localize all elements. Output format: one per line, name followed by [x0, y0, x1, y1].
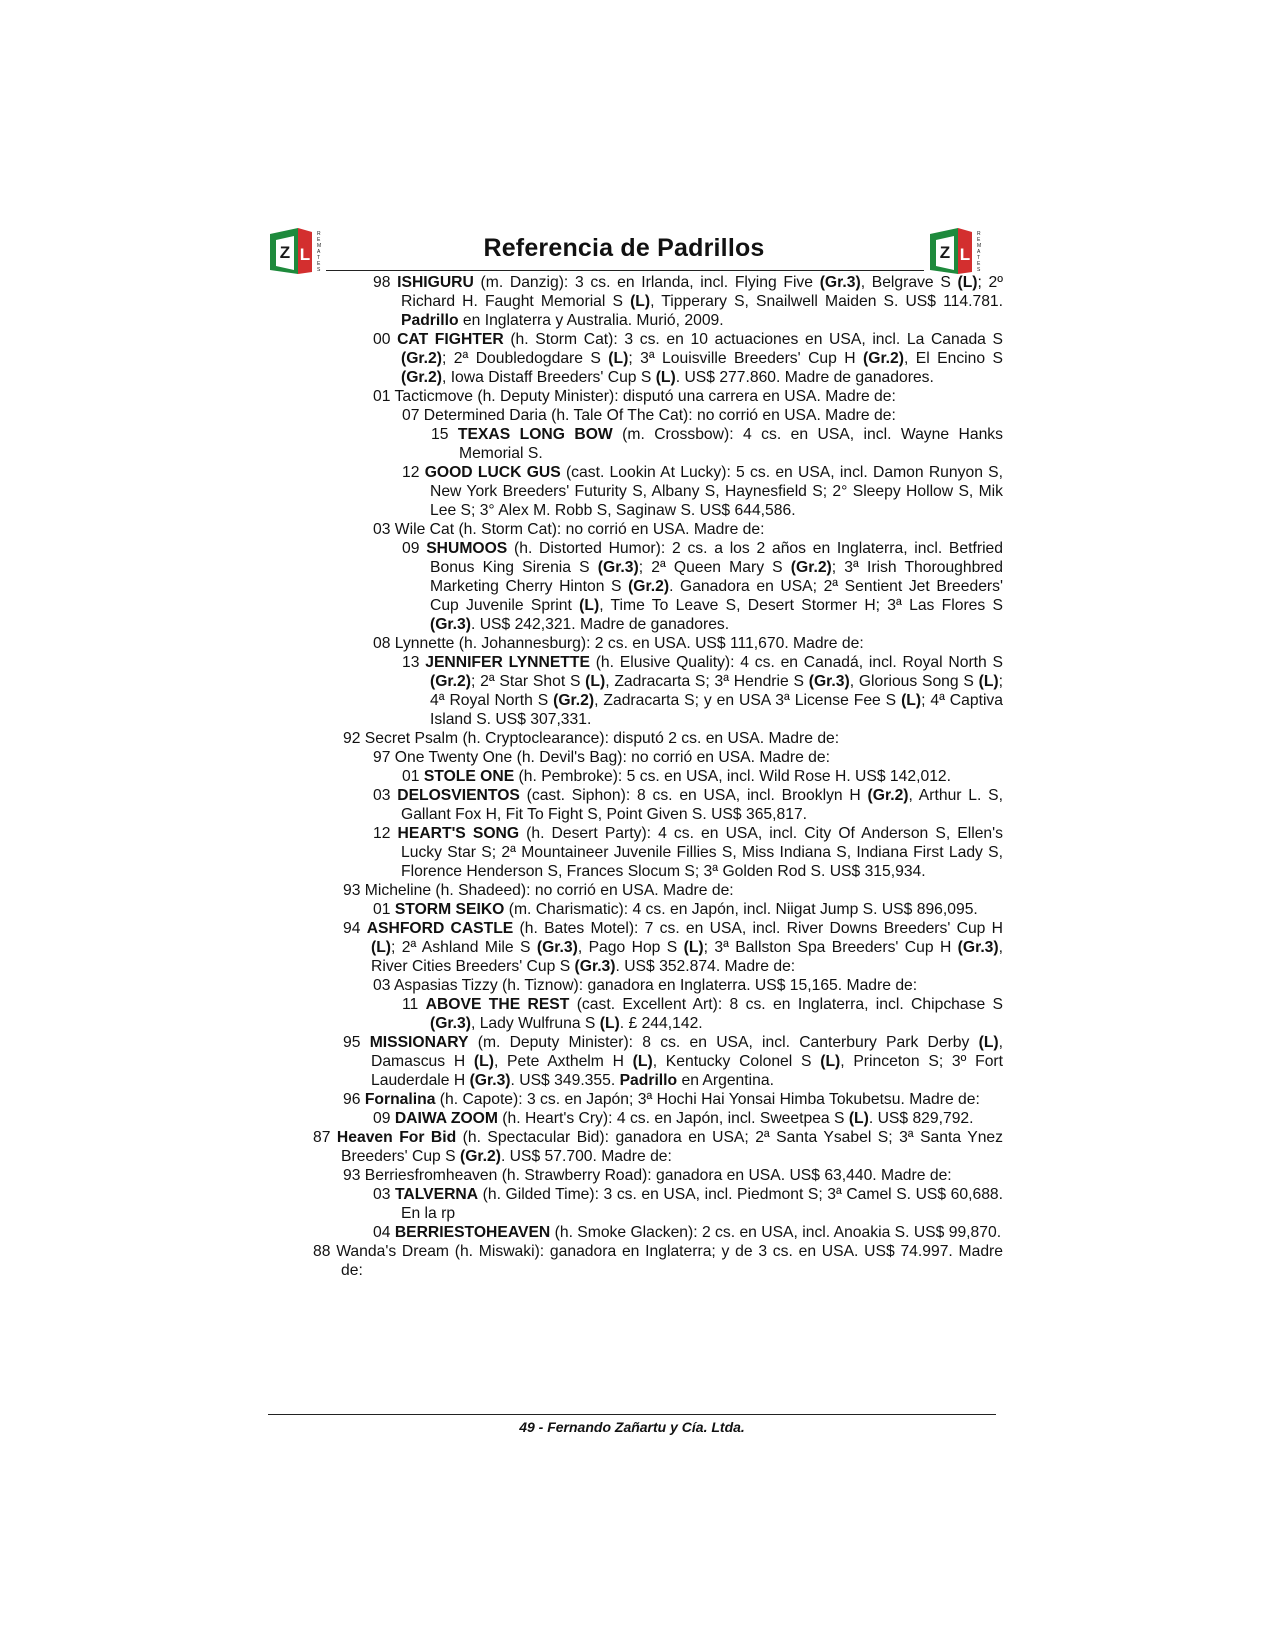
pedigree-entry — [313, 729, 1003, 748]
bold-text: STORM SEIKO — [394, 901, 505, 918]
pedigree-entry — [313, 1033, 1003, 1090]
svg-text:M: M — [977, 243, 982, 249]
entry-text: ; 2º Richard H. Faught Memorial S — [401, 274, 1004, 310]
bold-text: (L) — [632, 1053, 653, 1070]
svg-text:E: E — [977, 261, 981, 267]
pedigree-entry — [313, 387, 1003, 406]
entry-text: 09 — [373, 1110, 395, 1127]
entry-text: (h. Distorted Humor): 2 cs. a los 2 años en Inglaterra, incl. Betfried Bonus King Sirenia S — [430, 540, 1003, 576]
pedigree-entry — [313, 824, 1003, 881]
bold-text: (Gr.2) — [401, 369, 442, 386]
entry-text: , Zadracarta S; 3ª Hendrie S — [605, 673, 809, 690]
entry-text: 07 Determined Daria (h. Tale Of The Cat): no corrió en USA. Madre de: — [402, 407, 896, 424]
svg-text:T: T — [317, 255, 321, 261]
entry-text: 03 Wile Cat (h. Storm Cat): no corrió en USA. Madre de: — [373, 521, 765, 538]
entry-text: ; 4ª Royal North S — [430, 673, 1003, 709]
entry-text: 88 Wanda's Dream (h. Miswaki): ganadora en Inglaterra; y de 3 cs. en USA. US$ 74.997. Madre de: — [313, 1243, 1003, 1279]
bold-text: ASHFORD CASTLE — [366, 920, 514, 937]
footer-rule — [268, 1414, 996, 1415]
entry-text: 97 One Twenty One (h. Devil's Bag): no corrió en USA. Madre de: — [373, 749, 830, 766]
entry-text: 00 — [373, 331, 398, 348]
svg-text:E: E — [317, 237, 321, 243]
svg-text:Z: Z — [279, 243, 291, 262]
bold-text: (L) — [848, 1110, 869, 1127]
header-rule — [326, 270, 924, 271]
bold-text: (L) — [371, 939, 392, 956]
pedigree-entry — [313, 634, 1003, 653]
svg-text:R: R — [977, 231, 981, 237]
svg-text:L: L — [959, 245, 971, 264]
bold-text: DAIWA ZOOM — [394, 1110, 498, 1127]
entry-text: (h. Spectacular Bid): ganadora en USA; 2ª Santa Ysabel S; 3ª Santa Ynez Breeders' Cup S — [341, 1129, 1003, 1165]
pedigree-entry — [313, 330, 1003, 387]
pedigree-entry — [313, 1128, 1003, 1166]
entry-text: (h. Smoke Glacken): 2 cs. en USA, incl. Anoakia S. US$ 99,870. — [550, 1224, 1002, 1241]
bold-text: MISSIONARY — [369, 1034, 469, 1051]
bold-text: (L) — [599, 1015, 620, 1032]
svg-text:L: L — [299, 245, 311, 264]
bold-text: (Gr.2) — [459, 1148, 501, 1165]
entry-text: (h. Heart's Cry): 4 cs. en Japón, incl. Sweetpea S — [497, 1110, 849, 1127]
entry-text: (m. Crossbow): 4 cs. en USA, incl. Wayne Hanks Memorial S. — [459, 426, 1003, 462]
entry-text: ; 3ª Ballston Spa Breeders' Cup H — [703, 939, 958, 956]
entry-text: (h. Desert Party): 4 cs. en USA, incl. City Of Anderson S, Ellen's Lucky Star S; 2ª Mountaineer Juvenile Fillies S, Miss Indiana S, Indiana First Lady S, Florence Henderson S, Frances Slocum S; 3ª Golden Rod S. US$ 315,934. — [401, 825, 1003, 880]
pedigree-entry — [313, 1109, 1003, 1128]
bold-text: STOLE ONE — [423, 768, 515, 785]
entry-text: , Damascus H — [371, 1034, 1003, 1070]
bold-text: (Gr.3) — [574, 958, 616, 975]
bold-text: (Gr.3) — [808, 673, 850, 690]
entry-text: , Pete Axthelm H — [493, 1053, 633, 1070]
bold-text: (Gr.3) — [536, 939, 578, 956]
svg-text:Z: Z — [939, 243, 951, 262]
entry-text: . £ 244,142. — [619, 1015, 703, 1032]
entry-text: 98 — [373, 274, 398, 291]
bold-text: TEXAS LONG BOW — [457, 426, 613, 443]
entry-text: ; 2ª Doubledogdare S — [441, 350, 609, 367]
entry-text: 95 — [343, 1034, 370, 1051]
entry-text: (h. Bates Motel): 7 cs. en USA, incl. River Downs Breeders' Cup H — [513, 920, 1003, 937]
pedigree-entry — [313, 425, 1003, 463]
entry-text: (h. Capote): 3 cs. en Japón; 3ª Hochi Hai Yonsai Himba Tokubetsu. Madre de: — [435, 1091, 980, 1108]
bold-text: (Gr.3) — [957, 939, 999, 956]
entry-text: ; 2ª Queen Mary S — [638, 559, 791, 576]
entry-text: 12 — [373, 825, 398, 842]
bold-text: (L) — [683, 939, 704, 956]
bold-text: ABOVE THE REST — [425, 996, 570, 1013]
entry-text: 13 — [402, 654, 426, 671]
entry-text: . US$ 242,321. Madre de ganadores. — [470, 616, 730, 633]
entry-text: 09 — [402, 540, 427, 557]
entry-text: (m. Danzig): 3 cs. en Irlanda, incl. Flying Five — [473, 274, 820, 291]
entry-text: en Inglaterra y Australia. Murió, 2009. — [458, 312, 724, 329]
bold-text: (L) — [957, 274, 978, 291]
entry-text: 01 — [402, 768, 424, 785]
bold-text: (L) — [630, 293, 651, 310]
pedigree-entry — [313, 1242, 1003, 1280]
bold-text: DELOSVIENTOS — [397, 787, 520, 804]
bold-text: Fornalina — [364, 1091, 436, 1108]
entry-text: . US$ 352.874. Madre de: — [615, 958, 796, 975]
bold-text: BERRIESTOHEAVEN — [394, 1224, 551, 1241]
pedigree-entry — [313, 1090, 1003, 1109]
bold-text: (Gr.2) — [430, 673, 471, 690]
svg-text:R: R — [317, 231, 321, 237]
pedigree-entry — [313, 406, 1003, 425]
bold-text: HEART'S SONG — [397, 825, 520, 842]
svg-text:E: E — [977, 237, 981, 243]
entry-text: 15 — [431, 426, 458, 443]
pedigree-entry — [313, 653, 1003, 729]
entry-text: (h. Elusive Quality): 4 cs. en Canadá, incl. Royal North S — [589, 654, 1003, 671]
entry-text: , Kentucky Colonel S — [652, 1053, 821, 1070]
bold-text: Heaven For Bid — [336, 1129, 457, 1146]
svg-text:A: A — [977, 249, 981, 255]
pedigree-entry — [313, 919, 1003, 976]
pedigree-entry — [313, 900, 1003, 919]
entry-text: (h. Pembroke): 5 cs. en USA, incl. Wild Rose H. US$ 142,012. — [514, 768, 952, 785]
page-footer: 49 - Fernando Zañartu y Cía. Ltda. — [519, 1419, 745, 1435]
bold-text: (L) — [655, 369, 676, 386]
svg-text:T: T — [977, 255, 981, 261]
entry-text: , Arthur L. S, Gallant Fox H, Fit To Fight S, Point Given S. US$ 365,817. — [401, 787, 1003, 823]
entry-text: (h. Gilded Time): 3 cs. en USA, incl. Piedmont S; 3ª Camel S. US$ 60,688. En la rp — [401, 1186, 1003, 1222]
entry-text: 03 — [373, 1186, 396, 1203]
entry-text: 92 Secret Psalm (h. Cryptoclearance): disputó 2 cs. en USA. Madre de: — [343, 730, 840, 747]
pedigree-entry — [313, 1223, 1003, 1242]
bold-text: CAT FIGHTER — [397, 331, 504, 348]
svg-text:S: S — [977, 267, 981, 273]
svg-text:M: M — [317, 243, 322, 249]
bold-text: (L) — [585, 673, 606, 690]
entry-text: , Glorious Song S — [849, 673, 979, 690]
bold-text: ISHIGURU — [397, 274, 474, 291]
bold-text: Padrillo — [619, 1072, 678, 1089]
entry-text: , Iowa Distaff Breeders' Cup S — [441, 369, 656, 386]
entry-text: , Lady Wulfruna S — [470, 1015, 600, 1032]
bold-text: (Gr.2) — [553, 692, 595, 709]
fz-remates-logo-right — [928, 226, 980, 276]
bold-text: (Gr.3) — [430, 1015, 471, 1032]
pedigree-entry — [313, 520, 1003, 539]
entry-text: (m. Deputy Minister): 8 cs. en USA, incl. Canterbury Park Derby — [468, 1034, 979, 1051]
entry-text: (m. Charismatic): 4 cs. en Japón, incl. Niigat Jump S. US$ 896,095. — [504, 901, 978, 918]
entry-text: 11 — [402, 996, 426, 1013]
pedigree-entry — [313, 1166, 1003, 1185]
bold-text: (L) — [978, 673, 999, 690]
bold-text: (Gr.3) — [597, 559, 639, 576]
entry-text: (cast. Lookin At Lucky): 5 cs. en USA, incl. Damon Runyon S, New York Breeders' Futurity S, Albany S, Haynesfield S; 2° Sleepy Hollow S, Mik Lee S; 3° Alex M. Robb S, Saginaw S. US$ 644,586. — [430, 464, 1003, 519]
entry-text: . US$ 829,792. — [868, 1110, 974, 1127]
pedigree-entry — [313, 995, 1003, 1033]
bold-text: (L) — [901, 692, 922, 709]
bold-text: Padrillo — [401, 312, 459, 329]
pedigree-entry — [313, 767, 1003, 786]
entry-text: 04 — [373, 1224, 395, 1241]
bold-text: (L) — [579, 597, 600, 614]
pedigree-entry — [313, 273, 1003, 330]
entry-text: 03 Aspasias Tizzy (h. Tiznow): ganadora en Inglaterra. US$ 15,165. Madre de: — [373, 977, 918, 994]
entry-text: 96 — [343, 1091, 365, 1108]
entry-text: (h. Storm Cat): 3 cs. en 10 actuaciones en USA, incl. La Canada S — [503, 331, 1004, 348]
entry-text: ; 2ª Ashland Mile S — [391, 939, 537, 956]
entry-text: ; 4ª Captiva Island S. US$ 307,331. — [430, 692, 1003, 728]
entry-text: (cast. Siphon): 8 cs. en USA, incl. Brooklyn H — [519, 787, 868, 804]
bold-text: TALVERNA — [395, 1186, 479, 1203]
bold-text: JENNIFER LYNNETTE — [425, 654, 590, 671]
entry-text: ; 3ª Irish Thoroughbred Marketing Cherry Hinton S — [430, 559, 1004, 595]
bold-text: (Gr.2) — [628, 578, 670, 595]
svg-text:S: S — [317, 267, 321, 273]
bold-text: (Gr.2) — [863, 350, 904, 367]
entry-text: 93 Berriesfromheaven (h. Strawberry Road): ganadora en USA. US$ 63,440. Madre de: — [343, 1167, 952, 1184]
svg-text:A: A — [317, 249, 321, 255]
entry-text: , Tipperary S, Snailwell Maiden S. US$ 114.781. — [650, 293, 1004, 310]
page-header — [268, 226, 980, 274]
entry-text: . US$ 277.860. Madre de ganadores. — [675, 369, 934, 386]
pedigree-entry — [313, 463, 1003, 520]
entry-text: ; 3ª Louisville Breeders' Cup H — [628, 350, 864, 367]
entry-text: 93 Micheline (h. Shadeed): no corrió en USA. Madre de: — [343, 882, 734, 899]
entry-text: 12 — [402, 464, 425, 481]
pedigree-entry — [313, 786, 1003, 824]
pedigree-entry — [313, 881, 1003, 900]
entry-text: , Zadracarta S; y en USA 3ª License Fee S — [594, 692, 902, 709]
entry-text: . US$ 349.355. — [510, 1072, 620, 1089]
entry-text: , Princeton S; 3º Fort Lauderdale H — [371, 1053, 1004, 1089]
pedigree-body — [313, 273, 1003, 1280]
entry-text: 03 — [373, 787, 398, 804]
entry-text: , El Encino S — [904, 350, 1003, 367]
bold-text: (Gr.3) — [819, 274, 861, 291]
pedigree-entry — [313, 1185, 1003, 1223]
bold-text: (L) — [608, 350, 629, 367]
entry-text: 01 Tacticmove (h. Deputy Minister): disputó una carrera en USA. Madre de: — [373, 388, 896, 405]
bold-text: (L) — [978, 1034, 999, 1051]
pedigree-entry — [313, 748, 1003, 767]
fz-remates-logo — [268, 226, 320, 276]
bold-text: GOOD LUCK GUS — [424, 464, 561, 481]
bold-text: (Gr.2) — [790, 559, 832, 576]
entry-text: 87 — [313, 1129, 337, 1146]
bold-text: (Gr.3) — [469, 1072, 511, 1089]
entry-text: 08 Lynnette (h. Johannesburg): 2 cs. en USA. US$ 111,670. Madre de: — [373, 635, 864, 652]
pedigree-entry — [313, 976, 1003, 995]
entry-text: ; 2ª Star Shot S — [470, 673, 586, 690]
entry-text: , Pago Hop S — [577, 939, 684, 956]
entry-text: . Ganadora en USA; 2ª Sentient Jet Breeders' Cup Juvenile Sprint — [430, 578, 1003, 614]
svg-text:E: E — [317, 261, 321, 267]
bold-text: (Gr.2) — [867, 787, 909, 804]
entry-text: (cast. Excellent Art): 8 cs. en Inglaterra, incl. Chipchase S — [569, 996, 1003, 1013]
entry-text: , Time To Leave S, Desert Stormer H; 3ª Las Flores S — [599, 597, 1003, 614]
pedigree-entry — [313, 539, 1003, 634]
entry-text: , River Cities Breeders' Cup S — [371, 939, 1003, 975]
entry-text: 01 — [373, 901, 395, 918]
entry-text: en Argentina. — [677, 1072, 774, 1089]
entry-text: , Belgrave S — [860, 274, 958, 291]
bold-text: (Gr.3) — [430, 616, 471, 633]
bold-text: SHUMOOS — [426, 540, 508, 557]
bold-text: (Gr.2) — [401, 350, 442, 367]
bold-text: (L) — [820, 1053, 841, 1070]
page-title: Referencia de Padrillos — [483, 234, 765, 262]
entry-text: . US$ 57.700. Madre de: — [500, 1148, 672, 1165]
bold-text: (L) — [473, 1053, 494, 1070]
entry-text: 94 — [343, 920, 367, 937]
